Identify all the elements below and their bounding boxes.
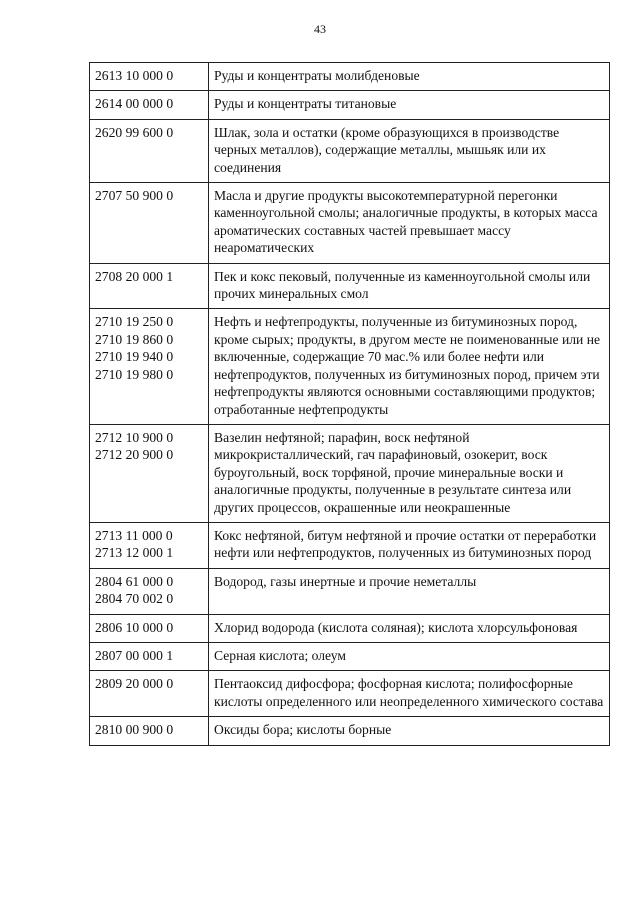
- tnved-code: 2810 00 900 0: [95, 722, 174, 738]
- description-cell: Водород, газы инертные и прочие неметаллы: [209, 568, 610, 614]
- code-cell: [90, 568, 209, 614]
- code-cell: [90, 614, 209, 642]
- table-row: [90, 717, 610, 745]
- code-cell: [90, 642, 209, 670]
- description-cell: Руды и концентраты молибденовые: [209, 63, 610, 91]
- table-row: [90, 568, 610, 614]
- tnved-code: 2707 50 900 0: [95, 188, 174, 204]
- description-cell: Масла и другие продукты высокотемпературной перегонки каменноугольной смолы; аналогичные продукты, в которых масса ароматических составных частей превышает массу неароматических: [209, 183, 610, 264]
- tnved-code: 2708 20 000 1: [95, 268, 174, 284]
- description-cell: Шлак, зола и остатки (кроме образующихся в производстве черных металлов), содержащие металлы, мышьяк или их соединения: [209, 119, 610, 182]
- table-row: [90, 183, 610, 264]
- description-cell: Оксиды бора; кислоты борные: [209, 717, 610, 745]
- table-row: [90, 263, 610, 309]
- customs-code-table: [89, 62, 610, 746]
- tnved-code: 2620 99 600 0: [95, 124, 174, 140]
- tnved-code: 2804 70 002 0: [95, 591, 174, 607]
- tnved-code: 2807 00 000 1: [95, 647, 174, 663]
- tnved-code: 2710 19 940 0: [95, 349, 174, 365]
- tnved-code: 2713 11 000 0: [95, 527, 173, 543]
- tnved-code: 2710 19 860 0: [95, 331, 174, 347]
- code-cell: [90, 263, 209, 309]
- tnved-code: 2712 10 900 0: [95, 429, 174, 445]
- code-cell: [90, 522, 209, 568]
- code-cell: [90, 717, 209, 745]
- table-row: [90, 119, 610, 182]
- tnved-code: 2806 10 000 0: [95, 619, 174, 635]
- tnved-code: 2613 10 000 0: [95, 68, 174, 83]
- table-row: [90, 63, 610, 91]
- description-cell: Хлорид водорода (кислота соляная); кислота хлорсульфоновая: [209, 614, 610, 642]
- table-row: [90, 671, 610, 717]
- description-cell: Вазелин нефтяной; парафин, воск нефтяной микрокристаллический, гач парафиновый, озокерит, воск буроугольный, воск торфяной, прочие минеральные воски и аналогичные продукты, полученные в результате синтеза или других процессов, окрашенные или неокрашенные: [209, 424, 610, 522]
- code-cell: [90, 309, 209, 424]
- table-row: [90, 91, 610, 119]
- code-cell: [90, 63, 209, 91]
- code-cell: [90, 119, 209, 182]
- tnved-code: 2710 19 250 0: [95, 314, 174, 330]
- description-cell: Пентаоксид дифосфора; фосфорная кислота; полифосфорные кислоты определенного или неопределенного химического состава: [209, 671, 610, 717]
- tnved-code: 2710 19 980 0: [95, 366, 174, 382]
- table-row: [90, 424, 610, 522]
- page-number: 43: [314, 22, 326, 36]
- table-row: [90, 309, 610, 424]
- description-cell: Нефть и нефтепродукты, полученные из битуминозных пород, кроме сырых; продукты, в другом месте не поименованные или не включенные, содержащие 70 мас.% или более нефти или нефтепродуктов, полученных из битуминозных пород, причем эти нефтепродукты являются основными составляющими продуктов; отработанные нефтепродукты: [209, 309, 610, 424]
- description-cell: Серная кислота; олеум: [209, 642, 610, 670]
- description-cell: Кокс нефтяной, битум нефтяной и прочие остатки от переработки нефти или нефтепродуктов, полученных из битуминозных пород: [209, 522, 610, 568]
- table-row: [90, 614, 610, 642]
- code-cell: [90, 424, 209, 522]
- tnved-code: 2809 20 000 0: [95, 676, 174, 692]
- description-cell: Руды и концентраты титановые: [209, 91, 610, 119]
- description-cell: Пек и кокс пековый, полученные из каменноугольной смолы или прочих минеральных смол: [209, 263, 610, 309]
- tnved-code: 2614 00 000 0: [95, 96, 174, 112]
- code-cell: [90, 183, 209, 264]
- code-cell: [90, 671, 209, 717]
- table-row: [90, 642, 610, 670]
- tnved-code: 2712 20 900 0: [95, 447, 174, 463]
- table-row: [90, 522, 610, 568]
- code-cell: [90, 91, 209, 119]
- tnved-code: 2713 12 000 1: [95, 545, 174, 561]
- table-body: [90, 63, 610, 746]
- tnved-code: 2804 61 000 0: [95, 573, 174, 589]
